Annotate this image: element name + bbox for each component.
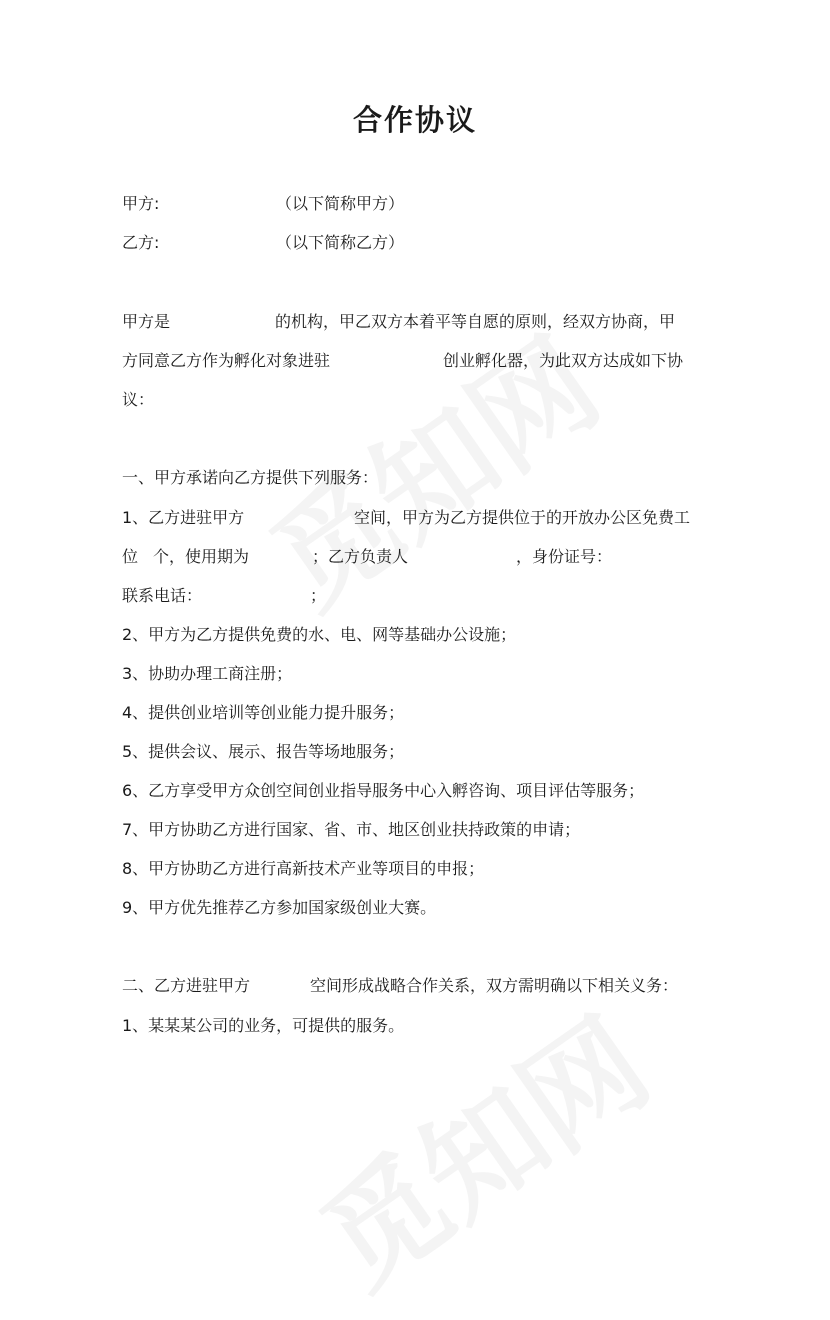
- intro-text: 的机构，甲乙双方本着平等自愿的原则，经双方协商，甲: [275, 312, 676, 331]
- section-1-item-1: 1、乙方进驻甲方: [122, 508, 245, 527]
- section-1-item-1: ；乙方负责人: [312, 547, 409, 566]
- section-1-item: 9、甲方优先推荐乙方参加国家级创业大赛。: [122, 898, 437, 917]
- section-1-item: 2、甲方为乙方提供免费的水、电、网等基础办公设施；: [122, 625, 517, 644]
- party-b-label: 乙方:: [122, 233, 160, 252]
- intro-text: 议：: [122, 390, 155, 409]
- section-1-item: 7、甲方协助乙方进行国家、省、市、地区创业扶持政策的申请；: [122, 820, 581, 839]
- section-1-item: 6、乙方享受甲方众创空间创业指导服务中心入孵咨询、项目评估等服务；: [122, 781, 645, 800]
- section-1-item: 5、提供会议、展示、报告等场地服务；: [122, 742, 405, 761]
- section-1-item-1: ，身份证号：: [516, 547, 613, 566]
- party-a-note: （以下简称甲方）: [276, 194, 405, 213]
- intro-text: 创业孵化器，为此双方达成如下协: [443, 351, 684, 370]
- watermark: [233, 292, 627, 639]
- section-2-heading: 空间形成战略合作关系，双方需明确以下相关义务：: [310, 976, 679, 995]
- party-a-label: 甲方:: [122, 194, 160, 213]
- party-b-note: （以下简称乙方）: [276, 233, 405, 252]
- section-1-item: 8、甲方协助乙方进行高新技术产业等项目的申报；: [122, 859, 485, 878]
- section-1-item: 3、协助办理工商注册；: [122, 664, 293, 683]
- document-title: 合作协议: [352, 103, 477, 137]
- section-1-item-1: 空间，甲方为乙方提供位于的开放办公区免费工: [354, 508, 691, 527]
- section-2-heading: 二、乙方进驻甲方: [122, 976, 251, 995]
- section-1-item: 4、提供创业培训等创业能力提升服务；: [122, 703, 405, 722]
- section-1-item-1: 联系电话：: [122, 586, 203, 605]
- section-1-item-1: 个，使用期为: [153, 547, 250, 566]
- section-1-item-1: ；: [310, 586, 327, 605]
- section-1-item-1: 位: [122, 547, 139, 566]
- intro-text: 方同意乙方作为孵化对象进驻: [122, 351, 331, 370]
- section-1-heading: 一、甲方承诺向乙方提供下列服务：: [122, 468, 379, 487]
- section-2-item-1: 1、某某某公司的业务，可提供的服务。: [122, 1016, 405, 1035]
- intro-text: 甲方是: [122, 312, 171, 331]
